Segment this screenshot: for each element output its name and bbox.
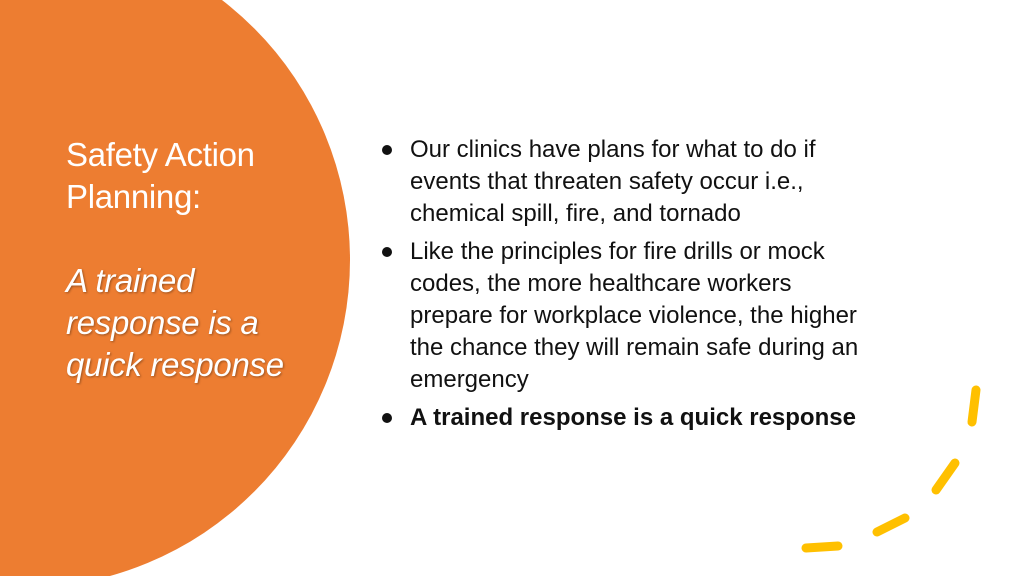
title-block xyxy=(66,134,336,386)
bullet-item-2-line-5: emergency xyxy=(410,366,529,393)
bullet-item-2-line-4: the chance they will remain safe during an xyxy=(410,334,859,361)
dash-segment-3 xyxy=(877,518,905,532)
bullet-item-1-line-1: Our clinics have plans for what to do if xyxy=(410,136,816,163)
bullet-dot-icon xyxy=(382,247,392,257)
bullet-list xyxy=(380,134,960,440)
slide-subtitle-line-2: response is a xyxy=(66,304,259,341)
slide-subtitle-line-1: A trained xyxy=(66,262,195,299)
bullet-item-3-line-1: A trained response is a quick response xyxy=(410,404,856,431)
bullet-item-1-line-3: chemical spill, fire, and tornado xyxy=(410,200,741,227)
bullet-item-2-line-1: Like the principles for fire drills or mock xyxy=(410,238,825,265)
bullet-item-3 xyxy=(380,402,960,434)
slide-title xyxy=(66,134,336,218)
bullet-dot-icon xyxy=(382,145,392,155)
slide-subtitle-line-3: quick response xyxy=(66,346,284,383)
dash-segment-4 xyxy=(806,546,838,548)
bullet-item-2 xyxy=(380,236,960,396)
slide-subtitle xyxy=(66,260,336,386)
bullet-dot-icon xyxy=(382,413,392,423)
bullet-item-1-line-2: events that threaten safety occur i.e., xyxy=(410,168,804,195)
bullet-item-2-line-3: prepare for workplace violence, the higher xyxy=(410,302,857,329)
dash-segment-2 xyxy=(936,463,955,490)
dash-segment-1 xyxy=(972,390,976,422)
slide-title-line-2: Planning: xyxy=(66,178,201,215)
bullet-item-1 xyxy=(380,134,960,230)
bullet-item-2-line-2: codes, the more healthcare workers xyxy=(410,270,792,297)
slide-title-line-1: Safety Action xyxy=(66,136,255,173)
